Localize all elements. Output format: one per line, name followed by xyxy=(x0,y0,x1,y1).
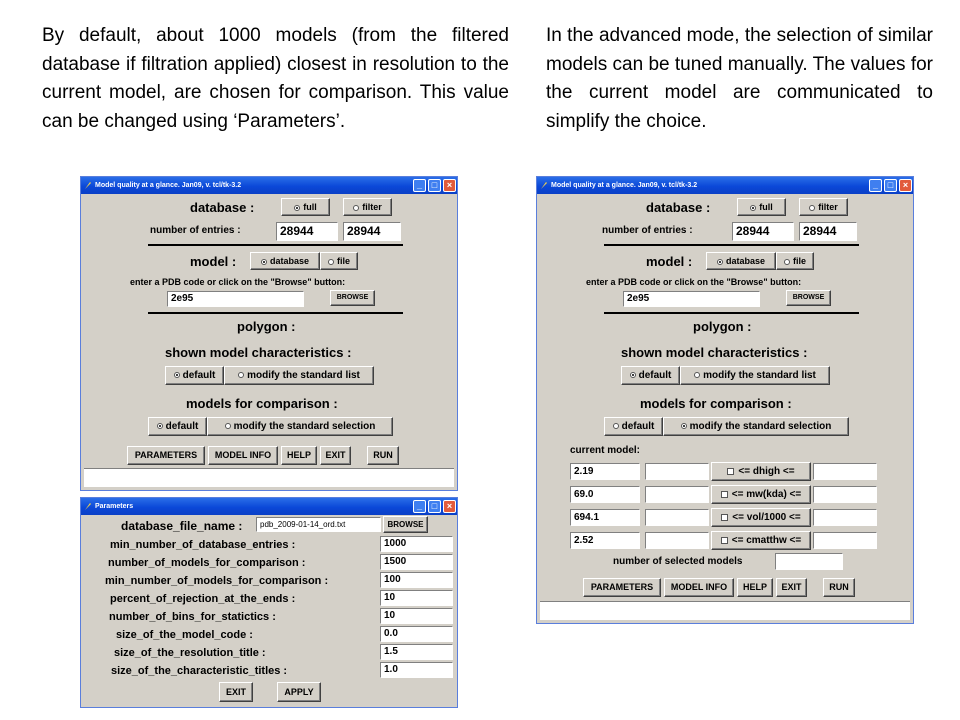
minimize-button[interactable]: _ xyxy=(413,500,426,513)
comparison-default-radio[interactable] xyxy=(148,417,207,436)
model-info-button[interactable]: MODEL INFO xyxy=(208,446,278,465)
radio-icon xyxy=(238,372,244,378)
radio-icon xyxy=(294,205,300,211)
modify-list-label: modify the standard list xyxy=(703,370,816,381)
modify-selection-label: modify the standard selection xyxy=(689,421,832,432)
param-label: min_number_of_models_for_comparison : xyxy=(105,575,329,587)
filter-radio[interactable] xyxy=(799,198,848,216)
param-value[interactable]: 0.0 xyxy=(380,626,453,642)
database-label: database : xyxy=(190,200,255,215)
modify-list-radio[interactable] xyxy=(680,366,830,385)
shown-default-radio[interactable] xyxy=(165,366,224,385)
divider xyxy=(148,312,403,314)
filter-label: filter xyxy=(362,202,382,212)
pdb-prompt: enter a PDB code or click on the "Browse" button: xyxy=(586,277,802,287)
radio-icon xyxy=(717,259,723,265)
model-label: model : xyxy=(646,254,693,269)
entries-filtered-field[interactable]: 28944 xyxy=(343,222,401,241)
divider xyxy=(148,244,403,246)
checkbox-icon xyxy=(721,537,728,544)
radio-icon xyxy=(157,423,163,429)
entries-total-field[interactable]: 28944 xyxy=(276,222,338,241)
param-value[interactable]: 1.5 xyxy=(380,644,453,660)
radio-icon xyxy=(681,423,687,429)
exit-button[interactable]: EXIT xyxy=(320,446,351,465)
close-button[interactable]: × xyxy=(443,500,456,513)
window-title: Model quality at a glance. Jan09, v. tcl/tk-3.2 xyxy=(551,182,698,189)
dhigh-checkbox[interactable] xyxy=(711,462,811,481)
mw-min-field[interactable] xyxy=(645,486,709,503)
model-file-radio[interactable] xyxy=(320,252,358,270)
params-browse-button[interactable]: BROWSE xyxy=(383,516,428,533)
entries-filtered-field[interactable]: 28944 xyxy=(799,222,857,241)
radio-icon xyxy=(328,259,334,265)
help-button[interactable]: HELP xyxy=(737,578,773,597)
model-database-radio[interactable] xyxy=(250,252,320,270)
param-label: percent_of_rejection_at_the_ends : xyxy=(110,593,296,605)
browse-button[interactable]: BROWSE xyxy=(786,290,831,306)
mw-max-field[interactable] xyxy=(813,486,877,503)
param-label: size_of_the_characteristic_titles : xyxy=(111,665,288,677)
parameters-button[interactable]: PARAMETERS xyxy=(127,446,205,465)
minimize-button[interactable]: _ xyxy=(413,179,426,192)
maximize-button[interactable]: □ xyxy=(884,179,897,192)
checkbox-icon xyxy=(721,514,728,521)
maximize-button[interactable]: □ xyxy=(428,500,441,513)
model-info-button[interactable]: MODEL INFO xyxy=(664,578,734,597)
feather-icon xyxy=(84,502,92,511)
shown-characteristics-label: shown model characteristics : xyxy=(621,345,808,360)
divider xyxy=(604,312,859,314)
mw-label: <= mw(kda) <= xyxy=(731,489,802,500)
full-label: full xyxy=(303,202,317,212)
full-label: full xyxy=(759,202,773,212)
modify-selection-radio[interactable] xyxy=(207,417,393,436)
filter-radio[interactable] xyxy=(343,198,392,216)
shown-characteristics-label: shown model characteristics : xyxy=(165,345,352,360)
entries-label: number of entries : xyxy=(150,225,241,236)
current-dhigh-value[interactable]: 2.19 xyxy=(570,463,640,480)
minimize-button[interactable]: _ xyxy=(869,179,882,192)
vol-label: <= vol/1000 <= xyxy=(732,512,801,523)
current-mw-value[interactable]: 69.0 xyxy=(570,486,640,503)
radio-icon xyxy=(174,372,180,378)
radio-icon xyxy=(261,259,267,265)
right-caption: In the advanced mode, the selection of similar models can be tuned manually. The values for the current model are communicated to simplify the choice. xyxy=(546,25,933,132)
param-value[interactable]: 100 xyxy=(380,572,453,588)
param-value[interactable]: 1000 xyxy=(380,536,453,552)
radio-icon xyxy=(353,205,359,211)
comparison-default-label: default xyxy=(165,421,199,432)
shown-default-label: default xyxy=(182,370,216,381)
window-body xyxy=(84,195,454,487)
model-database-label: database xyxy=(269,256,310,266)
radio-icon xyxy=(784,259,790,265)
param-label: size_of_the_resolution_title : xyxy=(114,647,266,659)
status-bar xyxy=(540,601,910,620)
cmatthw-min-field[interactable] xyxy=(645,532,709,549)
model-label: model : xyxy=(190,254,237,269)
run-button[interactable]: RUN xyxy=(367,446,399,465)
radio-icon xyxy=(225,423,231,429)
window-title: Model quality at a glance. Jan09, v. tcl/tk-3.2 xyxy=(95,182,242,189)
pdb-code-field[interactable]: 2e95 xyxy=(623,291,760,307)
param-label: min_number_of_database_entries : xyxy=(110,539,296,551)
current-model-label: current model: xyxy=(570,445,641,456)
comparison-default-label: default xyxy=(621,421,655,432)
vol-min-field[interactable] xyxy=(645,509,709,526)
database-label: database : xyxy=(646,200,711,215)
main-window-advanced xyxy=(536,176,914,624)
pdb-code-field[interactable]: 2e95 xyxy=(167,291,304,307)
param-label: number_of_models_for_comparison : xyxy=(108,557,306,569)
help-button[interactable]: HELP xyxy=(281,446,317,465)
current-cmatthw-value[interactable]: 2.52 xyxy=(570,532,640,549)
pdb-prompt: enter a PDB code or click on the "Browse" button: xyxy=(130,277,346,287)
models-comparison-label: models for comparison : xyxy=(640,396,792,411)
selected-models-field[interactable] xyxy=(775,553,843,570)
param-label: size_of_the_model_code : xyxy=(116,629,253,641)
param-value[interactable]: 10 xyxy=(380,590,453,606)
model-database-label: database xyxy=(725,256,766,266)
cmatthw-checkbox[interactable] xyxy=(711,531,811,550)
close-button[interactable]: × xyxy=(443,179,456,192)
model-file-label: file xyxy=(336,256,350,266)
radio-icon xyxy=(630,372,636,378)
parameters-button[interactable]: PARAMETERS xyxy=(583,578,661,597)
model-file-label: file xyxy=(792,256,806,266)
models-comparison-label: models for comparison : xyxy=(186,396,338,411)
titlebar[interactable] xyxy=(81,498,457,515)
current-vol-value[interactable]: 694.1 xyxy=(570,509,640,526)
exit-button[interactable]: EXIT xyxy=(776,578,807,597)
run-button[interactable]: RUN xyxy=(823,578,855,597)
window-body xyxy=(84,516,454,704)
full-radio[interactable] xyxy=(737,198,786,216)
dhigh-max-field[interactable] xyxy=(813,463,877,480)
maximize-button[interactable]: □ xyxy=(428,179,441,192)
parameters-window xyxy=(80,497,458,708)
window-title: Parameters xyxy=(95,503,134,510)
window-body xyxy=(540,195,910,620)
param-label: number_of_bins_for_statictics : xyxy=(109,611,276,623)
param-value[interactable]: 1500 xyxy=(380,554,453,570)
param-value[interactable]: 1.0 xyxy=(380,662,453,678)
vol-checkbox[interactable] xyxy=(711,508,811,527)
checkbox-icon xyxy=(721,491,728,498)
radio-icon xyxy=(809,205,815,211)
feather-icon xyxy=(540,181,548,190)
modify-list-label: modify the standard list xyxy=(247,370,360,381)
modify-selection-label: modify the standard selection xyxy=(233,421,376,432)
close-button[interactable]: × xyxy=(899,179,912,192)
titlebar[interactable] xyxy=(81,177,457,194)
polygon-label: polygon : xyxy=(693,319,752,334)
params-exit-button[interactable]: EXIT xyxy=(219,682,253,702)
shown-default-radio[interactable] xyxy=(621,366,680,385)
model-database-radio[interactable] xyxy=(706,252,776,270)
mw-checkbox[interactable] xyxy=(711,485,811,504)
selected-models-label: number of selected models xyxy=(613,556,743,567)
left-caption: By default, about 1000 models (from the filtered database if filtration applied) closest in resolution to the current model, are chosen for comparison. This value can be changed using ‘Parameters’. xyxy=(42,25,509,132)
radio-icon xyxy=(750,205,756,211)
dhigh-label: <= dhigh <= xyxy=(738,466,795,477)
database-file-field[interactable]: pdb_2009-01-14_ord.txt xyxy=(256,517,381,532)
comparison-default-radio[interactable] xyxy=(604,417,663,436)
polygon-label: polygon : xyxy=(237,319,296,334)
radio-icon xyxy=(694,372,700,378)
status-bar xyxy=(84,468,454,487)
database-file-label: database_file_name : xyxy=(121,519,243,533)
full-radio[interactable] xyxy=(281,198,330,216)
cmatthw-max-field[interactable] xyxy=(813,532,877,549)
apply-button[interactable]: APPLY xyxy=(277,682,321,702)
feather-icon xyxy=(84,181,92,190)
vol-max-field[interactable] xyxy=(813,509,877,526)
main-window-default xyxy=(80,176,458,491)
dhigh-min-field[interactable] xyxy=(645,463,709,480)
param-value[interactable]: 10 xyxy=(380,608,453,624)
filter-label: filter xyxy=(818,202,838,212)
entries-label: number of entries : xyxy=(602,225,693,236)
model-file-radio[interactable] xyxy=(776,252,814,270)
browse-button[interactable]: BROWSE xyxy=(330,290,375,306)
entries-total-field[interactable]: 28944 xyxy=(732,222,794,241)
divider xyxy=(604,244,859,246)
cmatthw-label: <= cmatthw <= xyxy=(731,535,802,546)
modify-selection-radio[interactable] xyxy=(663,417,849,436)
checkbox-icon xyxy=(727,468,734,475)
titlebar[interactable] xyxy=(537,177,913,194)
shown-default-label: default xyxy=(638,370,672,381)
modify-list-radio[interactable] xyxy=(224,366,374,385)
radio-icon xyxy=(613,423,619,429)
